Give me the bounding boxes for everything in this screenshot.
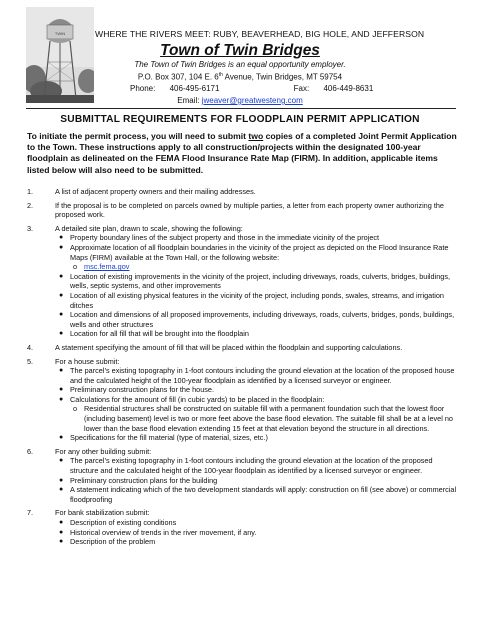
mailing-address: P.O. Box 307, 104 E. 6th Avenue, Twin Bridges, MT 59754 <box>137 72 343 82</box>
equal-opportunity-note: The Town of Twin Bridges is an equal opportunity employer. <box>134 60 346 69</box>
bullet-icon: ● <box>59 311 64 319</box>
fax-number: 406-449-8631 <box>323 84 374 93</box>
sub-bullet: ● Description of the problem <box>59 537 156 547</box>
sub-bullet: ● Property boundary lines of the subject property and those in the immediate vicinity of the project <box>59 233 380 243</box>
bullet-icon: ● <box>59 243 64 251</box>
list-item: 5. For a house submit: ● The parcel’s existing topography in 1-foot contours including the ground elevation at the location of the proposed house and the calculated height of the 100-year floodplain as identified by a licensed surveyor or engineer. ● Preliminary construction plans for the house. ● Calculations for the amount of fill (in cubic yards) to be placed in the floodplain: o Residential structures shall be constructed on suitable fill with a permanent foundation such that the lowest floor (including basement) level is two or more feet above the base flood elevation. The suitable fill shall be at a level no lower than the base flood elevation extending 15 feet at that elevation beyond the structure in all directions. ● Specifications for the fill material (type of material, sizes, etc.) <box>27 357 459 443</box>
svg-text:TWIN: TWIN <box>54 31 66 36</box>
sub-bullet: ● Location of all existing physical features in the vicinity of the project, including ponds, swales, streams, and irrigation ditches <box>59 290 444 310</box>
sub-bullet: ● Location for all fill that will be brought into the floodplain <box>59 329 249 339</box>
header-divider <box>26 108 456 109</box>
bullet-icon: ● <box>59 476 64 484</box>
sub-bullet: ● Description of existing conditions <box>59 518 177 527</box>
email-row: Email: jweaver@greatwesteng.com <box>177 96 303 105</box>
list-item: 6. For any other building submit: ● The parcel’s existing topography in 1-foot contours including the ground elevation at the location of the proposed structure and the calculated height of the 100-year floodplain as identified by a licensed surveyor or engineer. ● Preliminary construction plans for the building ● A statement indicating which of the two development standards will apply: construction on fill (see above) or commercial floodproofing <box>27 447 459 505</box>
fax-label: Fax: <box>293 84 310 93</box>
email-link[interactable]: jweaver@greatwesteng.com <box>201 96 303 105</box>
sub-bullet: ● Location and dimensions of all proposed improvements, including driveways, roads, culverts, bridges, ponds, buildings, wells and other structures <box>59 310 455 329</box>
bullet-icon: ● <box>59 272 64 280</box>
sub-sub-bullet: o msc.fema.gov <box>73 262 130 272</box>
page-title: SUBMITTAL REQUIREMENTS FOR FLOODPLAIN PERMIT APPLICATION <box>60 114 420 125</box>
sub-bullet: ● Approximate location of all floodplain boundaries in the vicinity of the project as depicted on the Flood Insurance Rate Maps (FIRM) available at the Town Hall, or the following website: <box>59 242 449 262</box>
bullet-icon: ● <box>59 395 64 403</box>
sub-bullet: ● A statement indicating which of the two development standards will apply: construction on fill (see above) or commercial floodproofing <box>59 485 457 504</box>
requirements-list <box>27 187 459 551</box>
bullet-icon: ● <box>59 386 64 394</box>
bullet-icon: ● <box>59 528 64 536</box>
sub-sub-bullet: o Residential structures shall be constructed on suitable fill with a permanent foundation such that the lowest floor (including basement) level is two or more feet above the base flood elevation. The suitable fill shall be at a level no lower than the base flood elevation extending 15 feet at that elevation beyond the structure in all directions. <box>73 404 453 433</box>
intro-paragraph: To initiate the permit process, you will need to submit two copies of a completed Joint Permit Application to the Town. These instructions apply to all construction/projects within the designated 100-year floodplain as delineated on the FEMA Flood Insurance Rate Map (FIRM). In addition, applicable items listed below will also need to be submitted. <box>27 131 457 175</box>
list-item: 1. A list of adjacent property owners and their mailing addresses. <box>27 187 256 196</box>
bullet-icon: ● <box>59 538 64 546</box>
bullet-icon: ● <box>59 367 64 375</box>
phone-number: 406-495-6171 <box>169 84 220 93</box>
list-item: 2. If the proposal is to be completed on parcels owned by multiple parties, a letter from each property owner authorizing the proposed work. <box>27 200 444 220</box>
sub-bullet: ● Specifications for the fill material (type of material, sizes, etc.) <box>59 433 268 443</box>
phone-label: Phone: <box>130 84 156 93</box>
sub-bullet: ● Historical overview of trends in the river movement, if any. <box>59 527 257 537</box>
bullet-icon: ● <box>59 234 64 242</box>
bullet-icon: ● <box>59 457 64 465</box>
sub-bullet: ● Location of existing improvements in the vicinity of the project, including driveways, roads, culverts, bridges, buildings, wells, septic systems, and other improvements <box>59 271 451 291</box>
bullet-icon: ● <box>59 486 64 494</box>
sub-bullet: ● Calculations for the amount of fill (in cubic yards) to be placed in the floodplain: <box>59 394 325 404</box>
list-item: 3. A detailed site plan, drawn to scale, showing the following: ● Property boundary lines of the subject property and those in the immediate vicinity of the project ● Approximate location of all floodplain boundaries in the vicinity of the project as depicted on the Flood Insurance Rate Maps (FIRM) available at the Town Hall, or the following website: o msc.fema.gov ● Location of existing improvements in the vicinity of the project, including driveways, roads, culverts, bridges, buildings, wells, septic systems, and other improvements ● Location of all existing physical features in the vicinity of the project, including ponds, swales, streams, and irrigation ditches ● Location and dimensions of all proposed improvements, including driveways, roads, culverts, bridges, ponds, buildings, wells and other structures ● Location for all fill that will be brought into the floodplain <box>27 224 459 339</box>
town-title: Town of Twin Bridges <box>160 42 320 59</box>
bullet-icon: ● <box>59 330 64 338</box>
sub-bullet: ● The parcel’s existing topography in 1-foot contours including the ground elevation at the location of the proposed structure and the calculated height of the 100-year floodplain as identified by a licensed surveyor or engineer. <box>59 456 433 476</box>
fema-link[interactable]: msc.fema.gov <box>84 262 130 272</box>
header-tagline: WHERE THE RIVERS MEET: RUBY, BEAVERHEAD, BIG HOLE, AND JEFFERSON <box>95 29 425 39</box>
list-item: 7. For bank stabilization submit: ● Description of existing conditions ● Historical overview of trends in the river movement, if any. ● Description of the problem <box>27 508 459 546</box>
sub-bullet: ● The parcel’s existing topography in 1-foot contours including the ground elevation at the location of the proposed house and the calculated height of the 100-year floodplain as identified by a licensed surveyor or engineer. <box>59 366 455 385</box>
sub-bullet: ● Preliminary construction plans for the house. <box>59 385 214 395</box>
bullet-icon: ● <box>59 519 64 526</box>
sub-bullet: ● Preliminary construction plans for the building <box>59 475 218 485</box>
bullet-icon: ● <box>59 291 64 299</box>
list-item: 4. A statement specifying the amount of fill that will be placed within the floodplain and supporting calculations. <box>27 342 403 352</box>
contact-phone-fax <box>130 84 373 93</box>
bullet-icon: ● <box>59 434 64 442</box>
